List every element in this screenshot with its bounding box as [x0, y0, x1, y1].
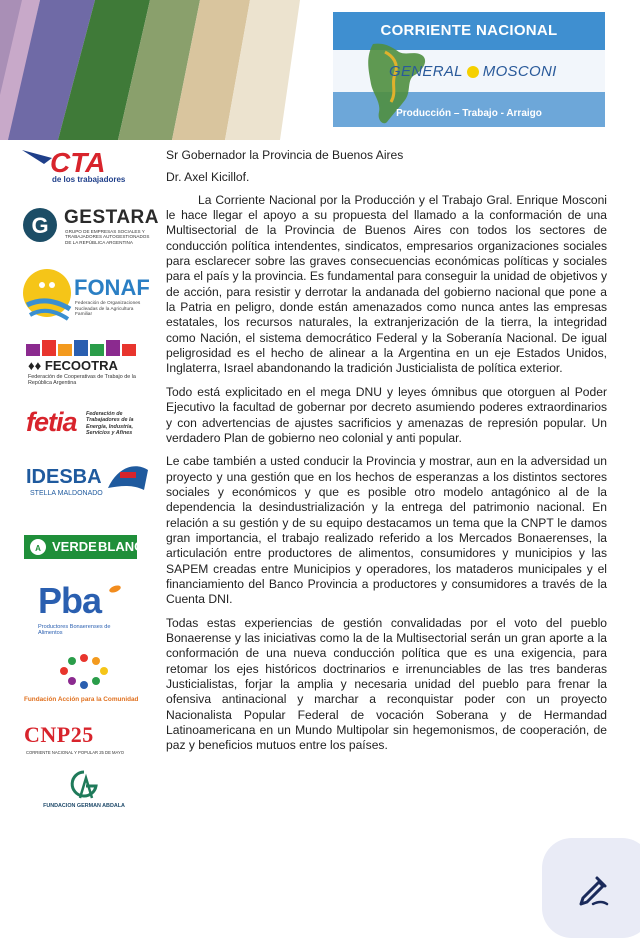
idesba-subtitle: STELLA MALDONADO — [30, 490, 103, 497]
pba-wordmark: Pba — [38, 580, 102, 621]
idesba-flag-icon — [104, 460, 152, 496]
svg-text:G: G — [31, 213, 49, 238]
fecootra-subtitle: Federación de Cooperativas de Trabajo de la República Argentina — [28, 374, 136, 387]
logo-verde-blanca — [22, 535, 152, 561]
fetia-subtitle: Federación de Trabajadores de la Energía, Industria, Servicios y Afines — [86, 411, 134, 437]
fonaf-icon — [22, 265, 72, 325]
cnp25-wordmark: CNP25 — [24, 722, 94, 747]
brand-name-general: GENERAL — [389, 63, 463, 80]
paragraph-3: Le cabe también a usted conducir la Provincia y mostrar, aun en la adversidad un proyecto y una gestión que en los hechos de esperanzas a los distintos sectores sociales y económicos y que es posible otro modelo antagónico al de la dependencia la desindustrialización y la entrega del patrimonio nacional. En relación a su gestión y de su equipo destacamos un tema que la CNPT le damos gran importancia, el trabajo realizado referido a los Mercados Bonaerenses, la articulación entre productores de alimentos, consumidores y municipios y las SAPEM creadas entre Municipios y operadores, los mataderos municipales y el financiamiento del Banco Provincia a productores y consumidores a través de la Cuenta DNI. — [166, 454, 607, 607]
addressee-line-1: Sr Gobernador la Provincia de Buenos Aires — [166, 148, 404, 162]
header-stripes-decoration — [0, 0, 300, 140]
gestara-wordmark: GESTARA — [64, 207, 159, 228]
letter-body — [166, 148, 607, 762]
gestara-subtitle: GRUPO DE EMPRESAS SOCIALES Y TRABAJADORES AUTOGESTIONADOS DE LA REPÚBLICA ARGENTINA — [65, 229, 150, 245]
cta-wordmark: CTA — [50, 147, 106, 178]
addressee-line-2: Dr. Axel Kicillof. — [166, 170, 250, 185]
german-abdala-subtitle: FUNDACION GERMAN ABDALA — [43, 803, 125, 809]
logo-pba — [22, 582, 152, 640]
logo-german-abdala — [22, 770, 152, 822]
paragraph-1: La Corriente Nacional por la Producción y el Trabajo Gral. Enrique Mosconi le hace llegar el apoyo a su propuesta del llamado a la conformación de una Multisectorial de la Provincia de Buenos Aires con todos los sectores de conducción política intendentes, sindicatos, empresarios organizaciones sociales para esclarecer sobre las graves consecuencias económicas políticas y sociales para el país y la provincia. Es fundamental para conseguir la unidad de objetivos y de acción, para resistir y derrotar la andanada del gobierno nacional que pone a la Patria en peligro, donde están amenazados como nunca antes las empresas estatales, los recursos naturales, la extranjerización de la tierra, la integridad como Nación, el sistema democrático Federal y la Soberanía Nacional. De igual peligrosidad es el hecho de alinear a la Argentina en un eje Estados Unidos, Inglaterra, Israel abandonando la tradición Justicialista de política exterior. — [166, 192, 608, 376]
cta-subtitle: de los trabajadores — [52, 175, 126, 184]
fecootra-name: FECOOTRA — [44, 358, 118, 373]
brand-name-mosconi: MOSCONI — [482, 63, 557, 80]
logo-fonaf — [22, 265, 152, 327]
paragraph-2: Todo está explicitado en el mega DNU y leyes ómnibus que otorguen al Poder Ejecutivo la facultad de gobernar por decreto asumiendo poderes extraordinarios y con advertencias de ajustes sacrificios y amenazas de represión popular. Un verdadero Plan de gobierno neo colonial y anti popular. — [166, 384, 607, 445]
people-circle-icon — [56, 652, 112, 690]
logo-fecootra — [22, 340, 152, 396]
svg-text:A: A — [35, 544, 41, 553]
verde-blanca-right: BLANCA — [98, 539, 153, 554]
leaf-icon — [108, 584, 122, 594]
verde-blanca-left: VERDE — [52, 539, 97, 554]
logo-fundacion-accion — [22, 652, 152, 708]
logo-cnp25 — [22, 722, 152, 760]
pen-edit-icon[interactable] — [575, 870, 613, 908]
idesba-wordmark: IDESBA — [26, 466, 102, 488]
fecootra-wordmark — [28, 358, 118, 373]
fonaf-wordmark: FONAF — [74, 275, 150, 300]
brand-title: CORRIENTE NACIONAL — [333, 12, 605, 50]
logo-gestara — [22, 205, 159, 250]
brand-tagline: Producción – Trabajo - Arraigo — [396, 108, 542, 119]
sun-icon — [467, 66, 479, 78]
fonaf-subtitle: Federación de Organizaciones Nucleadas de la Agricultura Familiar — [75, 301, 141, 318]
fecootra-stripes-icon — [26, 340, 136, 356]
corriente-nacional-logo — [333, 12, 605, 127]
ate-emblem-icon — [28, 538, 48, 556]
paragraph-4: Todas estas experiencias de gestión convalidadas por el voto del pueblo Bonaerense y las iniciativas como la de la Multisectorial serán un gran aporte a la conformación de una nueva conducción política que es una exigencia, para retomar los ejes históricos doctrinarios e irrenunciables de las tres banderas Justicialistas, forjar la amplia y necesaria unidad del pueblo para frenar la ofensiva antinacional y marchar a reconquistar poder con un proyecto Nacionalista Popular Federal de vocación Soberana y de Hermandad Latinoamericana en un Mundo Multipolar sin hegemonismos, de cooperación, de paz y beneficios mutuos entre los países. — [166, 615, 607, 753]
gestara-icon — [22, 205, 58, 245]
logo-idesba — [22, 460, 152, 506]
german-abdala-monogram-icon — [70, 770, 98, 800]
pba-subtitle: Productores Bonaerenses de Alimentos — [38, 624, 111, 637]
fundacion-accion-name: Fundación Acción para la Comunidad — [24, 696, 139, 703]
cnp25-subtitle: CORRIENTE NACIONAL Y POPULAR 25 DE MAYO — [26, 750, 125, 755]
logo-fetia — [22, 407, 152, 449]
logo-cta — [22, 146, 152, 186]
fetia-wordmark: fetia — [26, 407, 77, 437]
brand-name — [389, 63, 599, 80]
fecootra-people-icon: ♦♦ — [28, 358, 42, 373]
